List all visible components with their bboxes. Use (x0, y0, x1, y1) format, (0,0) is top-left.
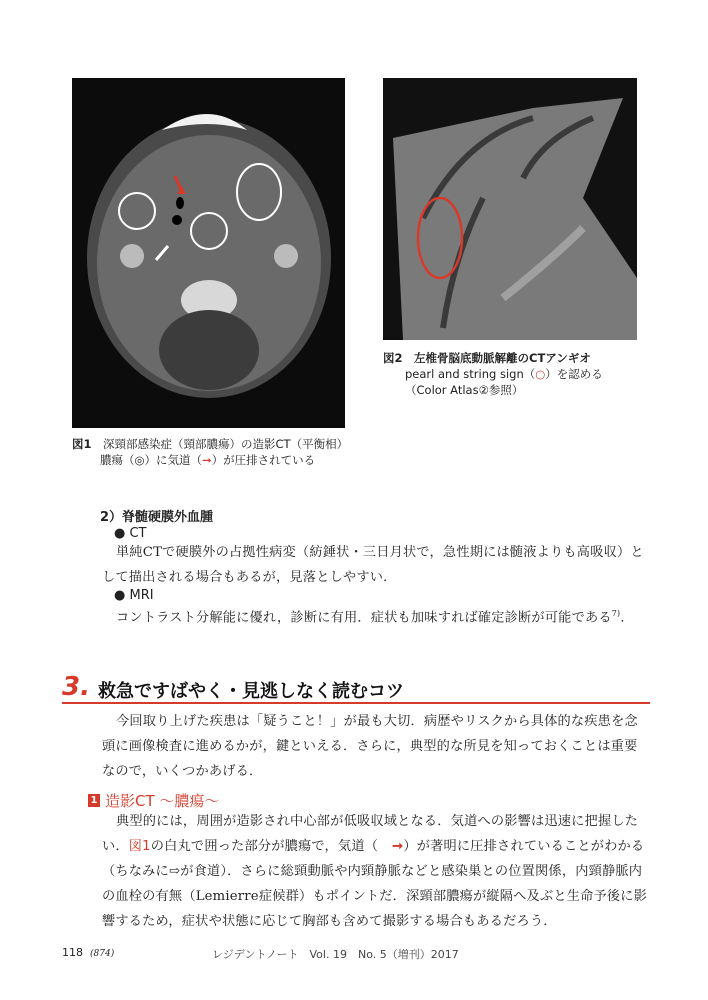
section-number: 3. (62, 672, 90, 702)
open-arrow-icon: ⇨ (168, 864, 181, 879)
item-paragraph: 典型的には，周囲が造影され中心部が低吸収域となる．気道への影響は迅速に把握したい．図1の白丸で囲った部分が膿瘍で，気道（ ➞）が著明に圧排されていることがわかる（ちなみに⇨が食道）．さらに総頸動脈や内頸静脈などと感染巣との位置関係，内頸静脈内の血栓の有無（Lemierre症候群）もポイントだ．深頸部膿瘍が縦隔へ及ぶと生命予後に影響するため，症状や状態に応じて胸部も含めて撮影する場合もあるだろう． (102, 814, 648, 929)
red-circle-icon: ○ (535, 367, 546, 381)
figure-label: 図1 (72, 437, 92, 451)
figure-title: 左椎骨脳底動脈解離のCTアンギオ (414, 351, 591, 365)
figure-label: 図2 (383, 351, 403, 365)
red-arrow-icon: ➞ (202, 453, 212, 467)
figure-title: 深頸部感染症（頸部膿瘍）の造影CT（平衡相） (103, 437, 349, 451)
page-number: 118 (874) (62, 946, 115, 959)
item-title: 造影CT 〜膿瘍〜 (105, 792, 220, 810)
section-title: 救急ですばやく・見逃しなく読むコツ (98, 681, 404, 702)
bullet-ct: ● CT (114, 526, 147, 541)
figure1-caption: 図1 深頸部感染症（頸部膿瘍）の造影CT（平衡相） 膿瘍（◎）に気道（➞）が圧排されている (72, 437, 349, 467)
figure2-ct-angio-image (383, 78, 637, 340)
journal-footer: レジデントノート Vol. 19 No. 5（増刊）2017 (212, 948, 459, 961)
item-badge: 1 (88, 794, 100, 807)
section-rule (62, 702, 650, 704)
figure2-caption: 図2 左椎骨脳底動脈解離のCTアンギオ pearl and string sign（○）を認める （Color Atlas②参照） (383, 351, 603, 397)
ct-paragraph: 単純CTで硬膜外の占拠性病変（紡錘状・三日月状で，急性期には髄液よりも高吸収）として描出される場合もあるが，見落としやすい． (102, 545, 644, 585)
figure1-ct-image (72, 78, 345, 428)
mri-paragraph: コントラスト分解能に優れ，診断に有用．症状も加味すれば確定診断が可能である$^{7)}$． (116, 609, 634, 626)
figure-reference-link[interactable]: 図1 (128, 839, 151, 854)
bullet-mri: ● MRI (114, 588, 154, 603)
section-intro: 今回取り上げた疾患は「疑うこと！」が最も大切．病歴やリスクから具体的な疾患を念頭に画像検査に進めるかが，鍵といえる．さらに，典型的な所見を知っておくことは重要なので，いくつかあげる． (102, 714, 638, 779)
red-arrow-icon: ➞ (392, 839, 404, 854)
subsection-heading: 2）脊髄硬膜外血腫 (100, 510, 214, 525)
